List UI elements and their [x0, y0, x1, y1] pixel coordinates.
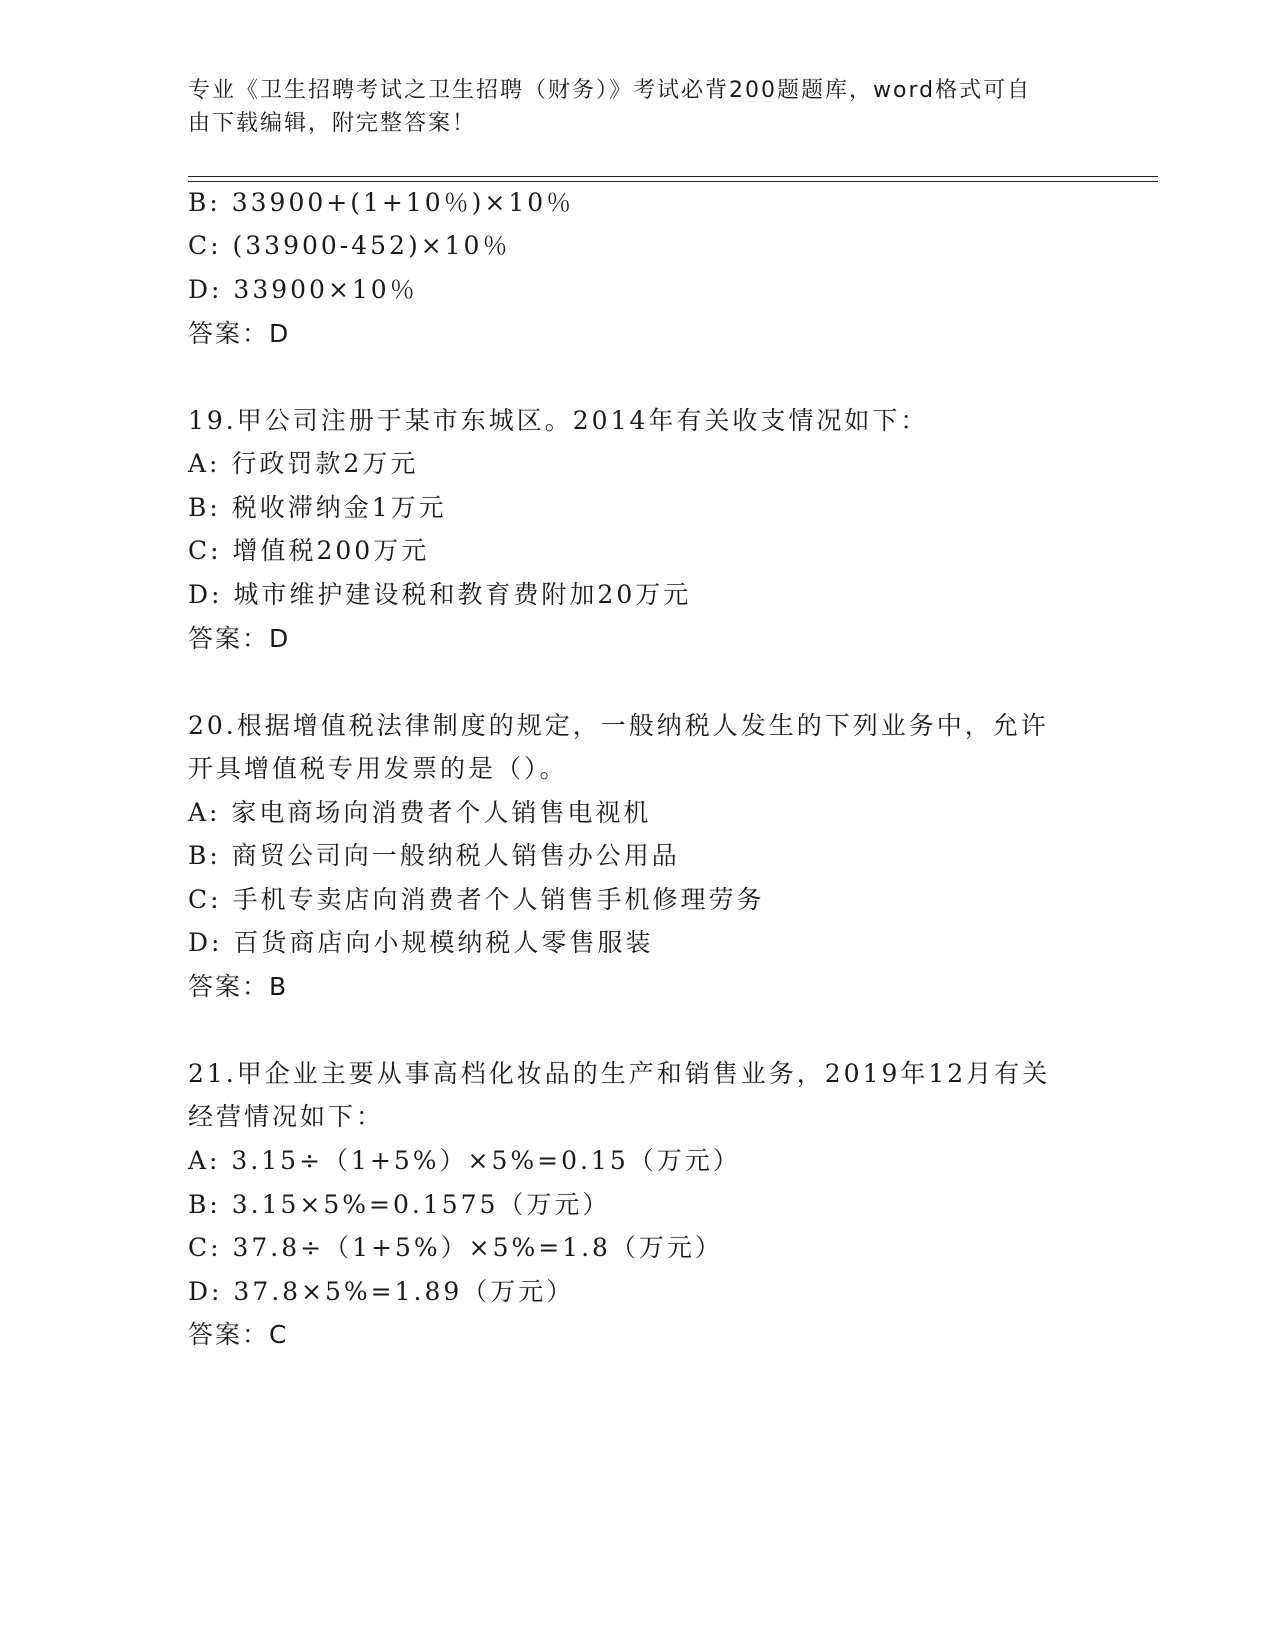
q19-option-b: B: 税收滞纳金1万元	[188, 493, 447, 522]
q20-stem-line-1: 20.根据增值税法律制度的规定，一般纳税人发生的下列业务中，允许	[188, 711, 1049, 740]
q20-option-b: B: 商贸公司向一般纳税人销售办公用品	[188, 841, 680, 870]
q20-stem-line-2: 开具增值税专用发票的是（）。	[188, 754, 568, 783]
q21-stem-line-1: 21.甲企业主要从事高档化妆品的生产和销售业务，2019年12月有关	[188, 1059, 1051, 1088]
q20-option-a: A: 家电商场向消费者个人销售电视机	[188, 798, 652, 827]
q20-option-d: D: 百货商店向小规模纳税人零售服装	[188, 928, 654, 957]
q19-option-a: A: 行政罚款2万元	[188, 449, 419, 478]
q20-option-c: C: 手机专卖店向消费者个人销售手机修理劳务	[188, 885, 765, 914]
q19-answer: 答案：D	[188, 624, 291, 653]
q18-answer: 答案：D	[188, 319, 291, 348]
q19-option-c: C: 增值税200万元	[188, 536, 430, 565]
document-header	[188, 74, 1088, 140]
q18-option-b: B: 33900+(1+10％)×10％	[188, 188, 575, 217]
header-divider-top	[188, 176, 1158, 177]
header-line-2: 由下载编辑，附完整答案！	[188, 111, 477, 136]
header-line-1: 专业《卫生招聘考试之卫生招聘（财务）》考试必背200题题库，word格式可自	[188, 78, 1032, 103]
q21-option-a: A: 3.15÷（1+5%）×5%=0.15（万元）	[188, 1146, 741, 1175]
q18-option-c: C: (33900-452)×10％	[188, 231, 511, 260]
q21-option-c: C: 37.8÷（1+5%）×5%=1.8（万元）	[188, 1233, 723, 1262]
q20-answer: 答案：B	[188, 972, 289, 1001]
q19-option-d: D: 城市维护建设税和教育费附加20万元	[188, 580, 692, 609]
q21-answer: 答案：C	[188, 1320, 289, 1349]
q21-option-d: D: 37.8×5%=1.89（万元）	[188, 1277, 575, 1306]
q21-option-b: B: 3.15×5%=0.1575（万元）	[188, 1190, 611, 1219]
q19-stem: 19.甲公司注册于某市东城区。2014年有关收支情况如下：	[188, 406, 929, 435]
q21-stem-line-2: 经营情况如下：	[188, 1102, 385, 1131]
q18-option-d: D: 33900×10％	[188, 275, 418, 304]
